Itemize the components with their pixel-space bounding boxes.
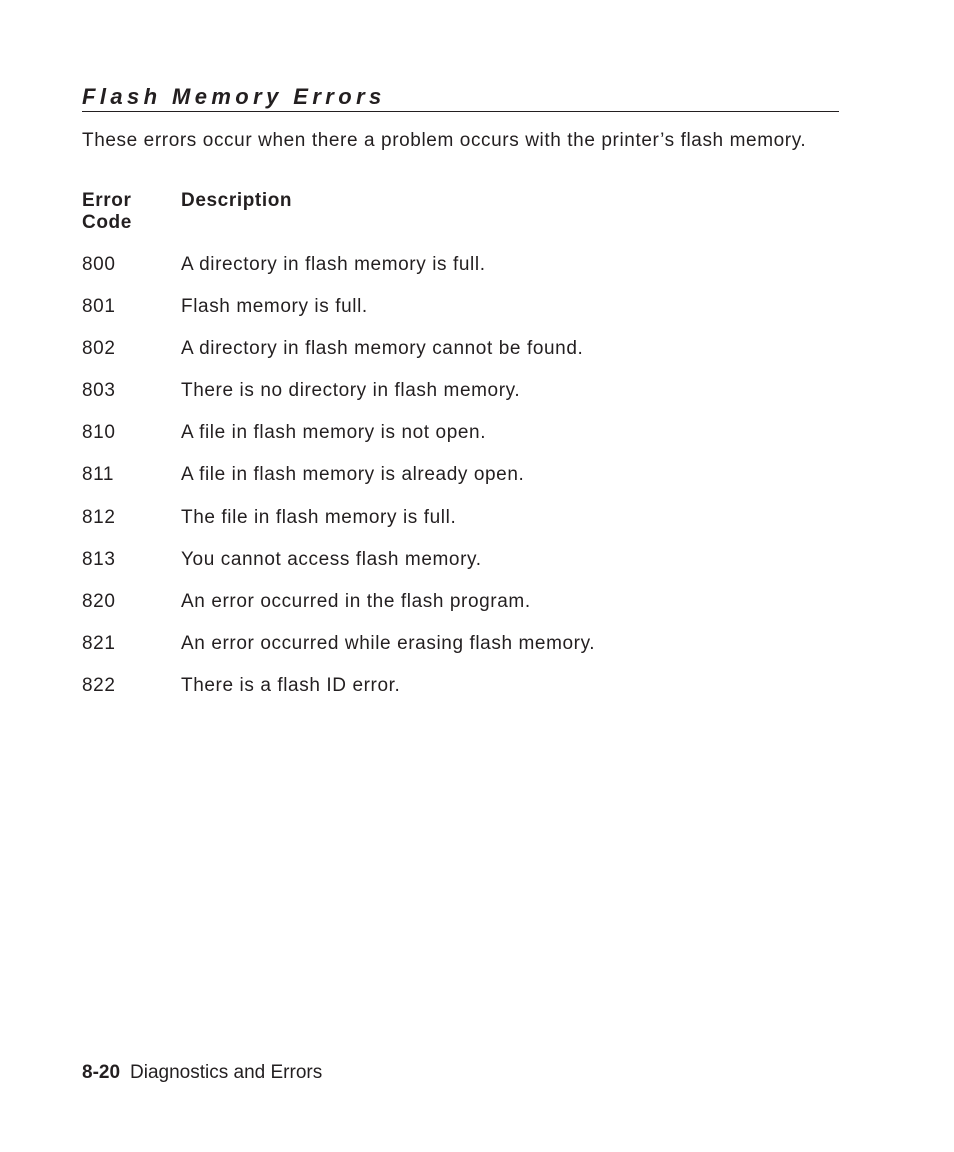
table-row xyxy=(82,296,822,338)
error-description: The file in flash memory is full. xyxy=(181,506,457,528)
header-error-code xyxy=(82,190,181,254)
error-description: A directory in flash memory is full. xyxy=(181,254,486,275)
error-description: A file in flash memory is not open. xyxy=(181,422,487,444)
table-row xyxy=(82,675,822,717)
table-header xyxy=(82,190,822,254)
page-footer xyxy=(82,1062,322,1084)
error-code-table xyxy=(82,190,822,717)
intro-paragraph: These errors occur when there a problem occurs with the printer’s flash memory. xyxy=(82,130,807,151)
error-code-list xyxy=(82,254,822,717)
table-row xyxy=(82,507,822,549)
error-description: An error occurred while erasing flash memory. xyxy=(181,632,596,654)
error-code: 800 xyxy=(82,254,116,275)
error-description: A directory in flash memory cannot be found. xyxy=(181,338,584,360)
error-code: 810 xyxy=(82,422,116,444)
header-error-code-line2: Code xyxy=(82,212,132,233)
header-description: Description xyxy=(181,190,293,211)
table-row xyxy=(82,591,822,633)
error-description: A file in flash memory is already open. xyxy=(181,464,525,486)
table-row xyxy=(82,633,822,675)
error-code: 803 xyxy=(82,380,116,402)
error-description: An error occurred in the flash program. xyxy=(181,590,531,612)
chapter-title: Diagnostics and Errors xyxy=(130,1062,323,1083)
error-code: 811 xyxy=(82,464,115,486)
error-description: Flash memory is full. xyxy=(181,296,368,318)
table-row xyxy=(82,464,822,506)
error-code: 821 xyxy=(82,632,116,654)
error-description: There is a flash ID error. xyxy=(181,674,401,696)
error-code: 812 xyxy=(82,506,116,528)
error-code: 820 xyxy=(82,590,116,612)
error-description: You cannot access flash memory. xyxy=(181,548,482,570)
error-code: 822 xyxy=(82,674,116,696)
error-description: There is no directory in flash memory. xyxy=(181,380,521,402)
page-number: 8-20 xyxy=(82,1062,121,1083)
table-row xyxy=(82,549,822,591)
table-row xyxy=(82,422,822,464)
header-error-code-line1: Error xyxy=(82,190,132,211)
table-row xyxy=(82,254,822,296)
section-title: Flash Memory Errors xyxy=(82,84,839,112)
error-code: 801 xyxy=(82,296,116,318)
table-row xyxy=(82,338,822,380)
error-code: 802 xyxy=(82,338,116,360)
table-row xyxy=(82,380,822,422)
error-code: 813 xyxy=(82,548,116,570)
